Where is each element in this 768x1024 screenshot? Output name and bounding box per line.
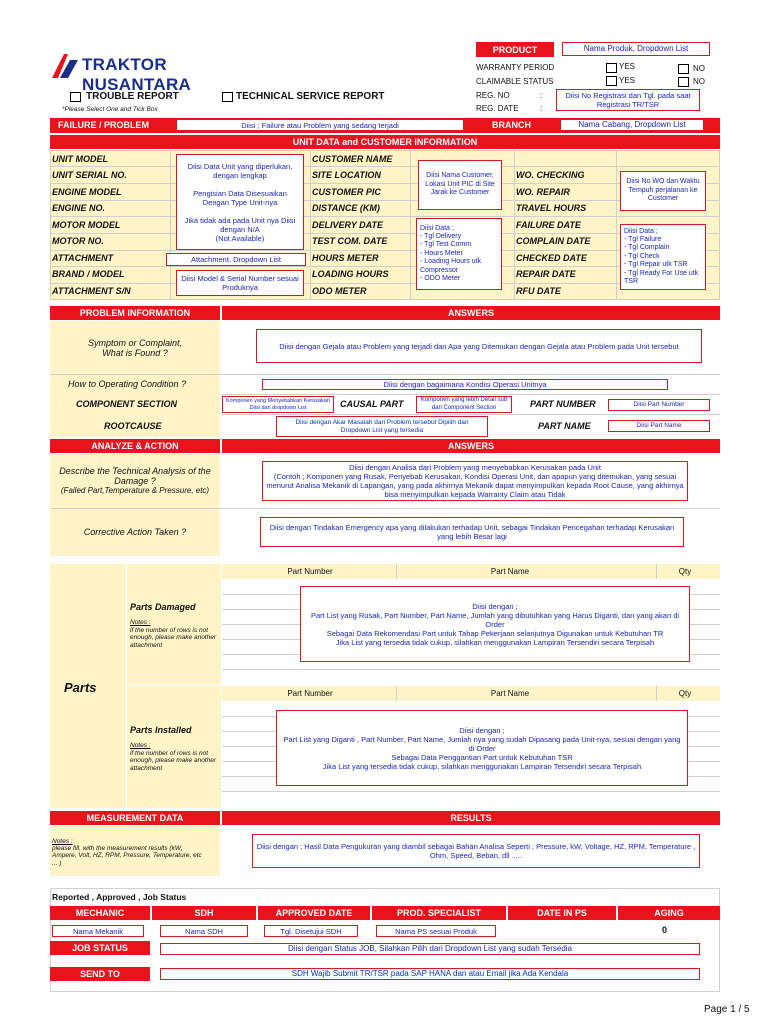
brand-model-label: BRAND / MODEL: [52, 269, 125, 279]
repair-date-label: REPAIR DATE: [516, 269, 576, 279]
prod-specialist-header: PROD. SPECIALIST: [372, 906, 506, 920]
attachment-note[interactable]: Attachment, Dropdown List: [166, 253, 306, 266]
prod-specialist-value[interactable]: Nama PS sesuai Produk: [376, 925, 496, 937]
claimable-yes-label: YES: [619, 76, 636, 85]
date-in-ps-header: DATE IN PS: [508, 906, 616, 920]
installed-col-part-number: Part Number: [287, 689, 333, 698]
claimable-no-label: NO: [693, 77, 705, 86]
failure-date-label: FAILURE DATE: [516, 220, 581, 230]
delivery-data-note[interactable]: Diisi Data ; - Tgl Delivery - Tgl Test Comm - Hours Meter - Loading Hours utk Compressor - ODO Meter: [416, 218, 502, 290]
delivery-date-label: DELIVERY DATE: [312, 220, 384, 230]
branch-label: BRANCH: [492, 120, 531, 130]
checked-date-label: CHECKED DATE: [516, 253, 587, 263]
symptom-note[interactable]: Diisi dengan Gejala atau Problem yang terjadi dan Apa yang Ditemukan dengan Gejala atau Problem pada Unit tersebut: [256, 329, 702, 363]
wo-checking-label: WO. CHECKING: [516, 170, 585, 180]
unit-serial-label: UNIT SERIAL NO.: [52, 170, 127, 180]
claimable-no-checkbox[interactable]: [678, 77, 689, 87]
aging-header: AGING: [618, 906, 720, 920]
damaged-col-qty: Qty: [678, 567, 692, 576]
motor-model-label: MOTOR MODEL: [52, 220, 121, 230]
failure-note[interactable]: Diisi ; Failure atau Problem yang sedang terjadi: [176, 119, 464, 131]
operating-note[interactable]: Diisi dengan bagaimana Kondisi Operasi Unitnya: [262, 379, 668, 390]
damaged-col-part-name: Part Name: [490, 567, 530, 576]
brand-model-note[interactable]: Diisi Model & Serial Number sesuai Produknya: [176, 270, 304, 296]
mechanic-header: MECHANIC: [50, 906, 150, 920]
technical-report-checkbox[interactable]: [222, 92, 233, 102]
symptom-label: Symptom or Complaint, What is Found ?: [87, 338, 183, 358]
engine-no-label: ENGINE NO.: [52, 203, 106, 213]
part-name-note[interactable]: Diisi Part Name: [608, 420, 710, 432]
describe-label: Describe the Technical Analysis of the Damage ?: [59, 466, 211, 486]
causal-note[interactable]: Komponen yang lebih Detail sub dari Component Section: [416, 396, 512, 413]
odo-meter-label: ODO METER: [312, 286, 367, 296]
page-number: Page 1 / 5: [704, 1004, 750, 1015]
problem-info-title: PROBLEM INFORMATION: [50, 306, 220, 320]
part-number-note[interactable]: Diisi Part Number: [608, 399, 710, 411]
unit-data-note[interactable]: Diisi Data Unit yang diperlukan, dengan lengkap Pengisian Data Disesuaikan Dengan Type Unit-nya Jika tidak ada pada Unit nya Diisi dengan N/A (Not Available): [176, 154, 304, 250]
failure-label: FAILURE / PROBLEM: [58, 120, 150, 130]
parts-installed-label: Parts Installed: [130, 725, 192, 735]
part-name-label: PART NAME: [538, 421, 591, 431]
status-title: Reported , Approved , Job Status: [52, 892, 187, 902]
reg-no-colon: :: [540, 91, 543, 100]
parts-damaged-note[interactable]: Diisi dengan ; Part List yang Rusak, Part Number, Part Name, Jumlah yang dibutuhkan yang Harus Diganti, dan yang akan di Order Sebagai Data Rekomendasi Part untuk Tahap Pekerjaan selanjutnya Digunakan untuk Kebutuhan TR Jika List yang tersedia tidak cukup, silahkan menggunakan Lampiran Tersendiri secara Terpisah: [300, 586, 690, 662]
unit-section-title: UNIT DATA and CUSTOMER INFORMATION: [50, 135, 720, 149]
job-status-note[interactable]: Diisi dengan Status JOB, Silahkan Pilih dari Dropdown List yang sudah Tersedia: [160, 943, 700, 955]
measurement-note[interactable]: Diisi dengan ; Hasil Data Pengukuran yang diambil sebagai Bahan Analisa Seperti ; Pressure, kW, Voltage, HZ, RPM, Temperature , Ohm, Speed, Beban, dll .....: [252, 834, 700, 868]
send-to-note[interactable]: SDH Wajib Submit TR/TSR pada SAP HANA dan atau Email jika Ada Kendala: [160, 968, 700, 980]
attachment-sn-label: ATTACHMENT S/N: [52, 286, 131, 296]
parts-installed-notes-label: Notes :: [130, 742, 151, 749]
motor-no-label: MOTOR NO.: [52, 236, 104, 246]
wo-repair-label: WO. REPAIR: [516, 187, 570, 197]
customer-note[interactable]: Diisi Nama Customer, Lokasi Unit PIC di Site Jarak ke Customer: [418, 160, 502, 210]
sdh-value[interactable]: Nama SDH: [160, 925, 248, 937]
reg-note[interactable]: Diisi No Registrasi dan Tgl. pada saat Registrasi TR/TSR: [556, 89, 700, 111]
parts-damaged-label: Parts Damaged: [130, 602, 196, 612]
rootcause-note[interactable]: Diisi dengan Akar Masalah dari Problem tersebut Dipilih dari Dropdown List yang tersedia: [276, 416, 488, 437]
branch-note[interactable]: Nama Cabang, Dropdown List: [560, 119, 704, 131]
complain-date-label: COMPLAIN DATE: [516, 236, 591, 246]
warranty-label: WARRANTY PERIOD: [476, 63, 555, 72]
rfu-date-label: RFU DATE: [516, 286, 561, 296]
loading-hours-label: LOADING HOURS: [312, 269, 389, 279]
trouble-report-checkbox[interactable]: [70, 92, 81, 102]
measurement-results-title: RESULTS: [222, 811, 720, 825]
send-to-label: SEND TO: [50, 967, 150, 981]
technical-report-label: TECHNICAL SERVICE REPORT: [236, 91, 385, 102]
reg-date-colon: :: [540, 104, 543, 113]
customer-pic-label: CUSTOMER PIC: [312, 187, 381, 197]
component-note[interactable]: Komponen yang Menyebabkan Kerusakan Diisi dari dropdown List: [222, 396, 334, 413]
logo-mark-icon: [50, 52, 80, 80]
parts-installed-notes: if the number of rows is not enough, please make another attachment: [130, 750, 217, 772]
attachment-label: ATTACHMENT: [52, 253, 114, 263]
customer-name-label: CUSTOMER NAME: [312, 154, 393, 164]
travel-hours-label: TRAVEL HOURS: [516, 203, 587, 213]
logo: [50, 50, 280, 94]
parts-damaged-notes: if the number of rows is not enough, please make another attachment: [130, 627, 217, 649]
product-label: PRODUCT: [476, 42, 554, 57]
reg-date-label: REG. DATE: [476, 104, 519, 113]
measurement-notes-label: Notes :: [52, 838, 73, 845]
test-com-date-label: TEST COM. DATE: [312, 236, 388, 246]
mechanic-value[interactable]: Nama Mekanik: [52, 925, 144, 937]
warranty-no-label: NO: [693, 64, 705, 73]
site-location-label: SITE LOCATION: [312, 170, 381, 180]
installed-col-part-name: Part Name: [490, 689, 530, 698]
operating-label: How to Operating Condition ?: [68, 379, 187, 389]
claimable-label: CLAIMABLE STATUS: [476, 77, 554, 86]
rootcause-label: ROOTCAUSE: [104, 421, 162, 431]
claimable-yes-checkbox[interactable]: [606, 76, 617, 86]
engine-model-label: ENGINE MODEL: [52, 187, 122, 197]
reg-no-label: REG. NO: [476, 91, 510, 100]
corrective-label: Corrective Action Taken ?: [83, 527, 187, 537]
sdh-header: SDH: [152, 906, 256, 920]
aging-value: 0: [662, 925, 668, 935]
wo-note[interactable]: Diisi No WO dan Waktu Tempuh perjalanan ke Customer: [620, 171, 706, 211]
select-note: *Please Select One and Tick Box: [62, 106, 158, 113]
warranty-yes-label: YES: [619, 62, 636, 71]
distance-label: DISTANCE (KM): [312, 203, 380, 213]
parts-title: Parts: [64, 680, 97, 695]
corrective-note[interactable]: Diisi dengan Tindakan Emergency apa yang dilakukan terhadap Unit, sebagai Tindakan Pencegahan terhadap Kerusakan yang lebih Besar lagi: [260, 517, 684, 547]
causal-label: CAUSAL PART: [340, 399, 404, 409]
hours-meter-label: HOURS METER: [312, 253, 379, 263]
parts-installed-note[interactable]: Diisi dengan ; Part List yang Diganti , Part Number, Part Name, Jumlah nya yang sudah Dipasang pada Unit-nya, sesuai dengan yang di Order Sebagai Data Penggantian Part untuk Kebutuhan TSR Jika List yang tersedia tidak cukup, silahkan menggunakan Lampiran Tersendiri secara Terpisah: [276, 710, 688, 786]
dates-note[interactable]: Diisi Data ; - Tgl Failure - Tgl Complain - Tgl Check - Tgl Repair utk TSR - Tgl Ready For Use utk TSR: [620, 224, 706, 290]
problem-answers-title: ANSWERS: [222, 306, 720, 320]
component-label: COMPONENT SECTION: [76, 399, 178, 409]
trouble-report-label: TROUBLE REPORT: [86, 91, 179, 102]
product-note[interactable]: Nama Produk, Dropdown List: [562, 42, 710, 56]
warranty-no-checkbox[interactable]: [678, 64, 689, 74]
describe-sub-label: (Failed Part,Temperature & Pressure, etc): [60, 486, 210, 495]
approved-date-value[interactable]: Tgl. Disetujui SDH: [264, 925, 358, 937]
approved-date-header: APPROVED DATE: [258, 906, 370, 920]
parts-damaged-notes-label: Notes :: [130, 619, 151, 626]
brand-name: TRAKTOR NUSANTARA: [82, 55, 192, 94]
unit-model-label: UNIT MODEL: [52, 154, 108, 164]
part-number-label: PART NUMBER: [530, 399, 596, 409]
analyze-answers-title: ANSWERS: [222, 439, 720, 453]
damaged-col-part-number: Part Number: [287, 567, 333, 576]
installed-col-qty: Qty: [678, 689, 692, 698]
warranty-yes-checkbox[interactable]: [606, 63, 617, 73]
analyze-title: ANALYZE & ACTION: [50, 439, 220, 453]
measurement-title: MEASUREMENT DATA: [50, 811, 220, 825]
measurement-notes: please fill, with the measurement results (kW, Ampere, Volt, HZ, RPM, Pressure, Temperature, etc ... ): [52, 845, 202, 867]
describe-note[interactable]: Diisi dengan Analisa dari Problem yang menyebabkan Kerusakan pada Unit (Contoh ; Komponen yang Rusak, Penyebab Kerusakan, Kondisi Operasi Unit, dan apapun yang ditemukan, yang sesuai menurut Analisa Mekanik di Lapangan, yang pada akhirnya Mekanik dapat menyimpulkan kepada Root Cause, yang akhirnya bisa menyimpulkan kepada Warranty Claim atau Tidak: [262, 461, 688, 501]
job-status-label: JOB STATUS: [50, 941, 150, 955]
